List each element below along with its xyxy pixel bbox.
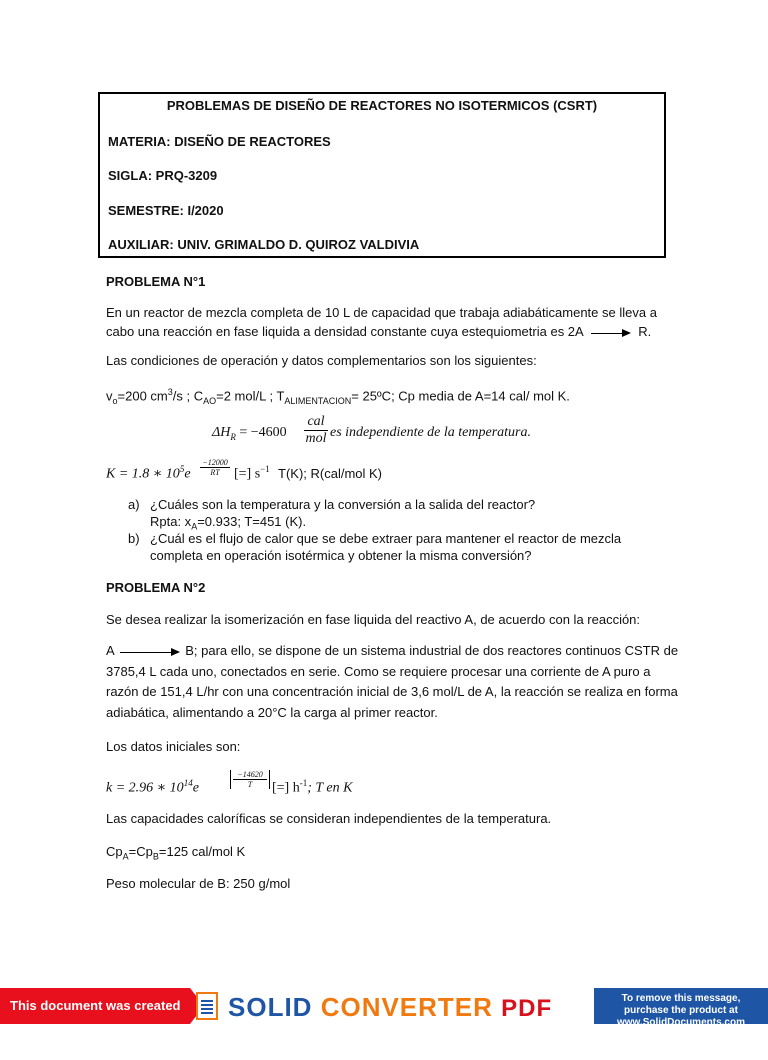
materia-line: MATERIA: DISEÑO DE REACTORES [108, 134, 331, 149]
eq-k-left: K = 1.8 ∗ 10 [106, 466, 180, 482]
banner-purchase-link[interactable]: To remove this message, purchase the product at www.SolidDocuments.com [594, 988, 768, 1024]
eq-k-unit-sup: −1 [260, 464, 270, 474]
problem1-para1-line2 [106, 324, 651, 340]
cond-v-unit: /s ; C [172, 388, 204, 404]
document-icon [196, 992, 218, 1020]
cond-v-sup: 3 [167, 387, 173, 397]
problem2-heading: PROBLEMA N°2 [106, 580, 206, 595]
cp-val: =125 cal/mol K [158, 844, 246, 859]
cp-b-sub: B [152, 851, 159, 862]
problem2-cp [106, 844, 245, 865]
sigla-line: SIGLA: PRQ-3209 [108, 168, 218, 183]
eq-dh-left: ΔH [212, 425, 231, 440]
eq2-k-exp-num: −14620 [233, 770, 267, 780]
problem2-para1: Se desea realizar la isomerización en fase liquida del reactivo A, de acuerdo con la reacción: [106, 612, 641, 627]
eq-dh-val: = −4600 [235, 425, 287, 440]
problem2-capacidades: Las capacidades caloríficas se consideran independientes de la temperatura. [106, 811, 552, 826]
question-b-line1: ¿Cuál es el flujo de calor que se debe extraer para mantener el reactor de mezcla [150, 531, 622, 546]
semestre-line: SEMESTRE: I/2020 [108, 203, 224, 218]
brand-logo [228, 988, 552, 1024]
question-b-line2: completa en operación isotérmica y obtener la misma conversión? [150, 548, 532, 563]
eq2-k-unit-sup: -1 [299, 778, 308, 788]
eq-dh-sub: R [230, 431, 236, 442]
answer-sub: A [191, 521, 198, 532]
eq2-k-exp-den: T [247, 780, 253, 789]
reactant-a: A [106, 643, 114, 658]
problem1-product: R. [638, 324, 652, 339]
cp-a: Cp [106, 844, 123, 859]
problem2-line4: adiabática, alimentando a 20°C la carga al primer reactor. [106, 705, 438, 720]
problem2-peso: Peso molecular de B: 250 g/mol [106, 876, 291, 891]
brand-converter: CONVERTER [320, 992, 493, 1022]
rate-constant-equation-1 [106, 458, 506, 484]
eq-dh-num: cal [304, 414, 328, 431]
question-b-letter: b) [128, 531, 140, 546]
isomerization-arrow-icon [120, 647, 180, 657]
problem1-conditions [106, 384, 570, 409]
eq2-k-unit: [=] h [272, 780, 300, 796]
converter-banner[interactable] [0, 988, 768, 1049]
brand-pdf: PDF [501, 995, 553, 1022]
cond-v-sub: o [112, 395, 118, 406]
problem2-line2: 3785,4 L cada uno, conectados en serie. Como se requiere procesar una corriente de A puro a [106, 664, 651, 679]
header-box [98, 92, 666, 258]
problem2-line1 [106, 643, 678, 659]
eq-k-unit: [=] s [234, 466, 261, 482]
eq2-k-e: e [192, 780, 199, 796]
problem1-heading: PROBLEMA N°1 [106, 274, 206, 289]
cond-t-sub: ALIMENTACION [284, 395, 352, 406]
question-a-text: ¿Cuáles son la temperatura y la conversión a la salida del reactor? [150, 497, 536, 512]
answer-val: =0.933; T=451 (K). [197, 514, 307, 529]
problem1-para1-line2-text: cabo una reacción en fase liquida a densidad constante cuya estequiometria es 2A [106, 324, 583, 339]
rate-constant-equation-2 [106, 770, 426, 798]
problem2-datos: Los datos iniciales son: [106, 739, 241, 754]
eq-k-exp-den: RT [210, 468, 220, 477]
eq-dh-den: mol [305, 431, 327, 446]
problem1-para2: Las condiciones de operación y datos complementarios son los siguientes: [106, 353, 537, 368]
auxiliar-line: AUXILIAR: UNIV. GRIMALDO D. QUIROZ VALDIVIA [108, 237, 420, 252]
eq2-k-note: ; T en K [307, 780, 353, 796]
cond-c-val: =2 mol/L ; T [216, 388, 285, 404]
eq-k-note: T(K); R(cal/mol K) [278, 466, 382, 481]
question-a-letter: a) [128, 497, 140, 512]
cond-t-val: = 25ºC; Cp media de A=14 cal/ mol K. [351, 388, 570, 404]
eq-k-sup5: 5 [179, 464, 185, 474]
cond-v-val: =200 cm [117, 388, 168, 404]
cp-b: =Cp [128, 844, 153, 859]
eq2-k-left: k = 2.96 ∗ 10 [106, 780, 184, 796]
cond-c-sub: AO [203, 395, 217, 406]
eq-k-e: e [184, 466, 191, 482]
problem2-line1-rest: B; para ello, se dispone de un sistema industrial de dos reactores continuos CSTR de [185, 643, 679, 658]
cp-a-sub: A [122, 851, 129, 862]
brand-solid: SOLID [228, 992, 313, 1022]
cond-v: v [106, 388, 113, 404]
answer-label: Rpta: x [150, 514, 192, 529]
eq2-k-sup: 14 [183, 778, 193, 788]
eq-dh-text: es independiente de la temperatura. [330, 425, 532, 440]
document-title: PROBLEMAS DE DISEÑO DE REACTORES NO ISOTERMICOS (CSRT) [166, 98, 598, 113]
reaction-arrow-icon [591, 328, 631, 338]
problem2-line3: razón de 151,4 L/hr con una concentración inicial de 3,6 mol/L de A, la reacción se realiza en forma [106, 684, 678, 699]
eq-k-exp-num: −12000 [200, 458, 230, 468]
problem1-para1-line1: En un reactor de mezcla completa de 10 L de capacidad que trabaja adiabáticamente se lleva a [106, 305, 657, 320]
banner-created-using: This document was created using [0, 988, 190, 1024]
